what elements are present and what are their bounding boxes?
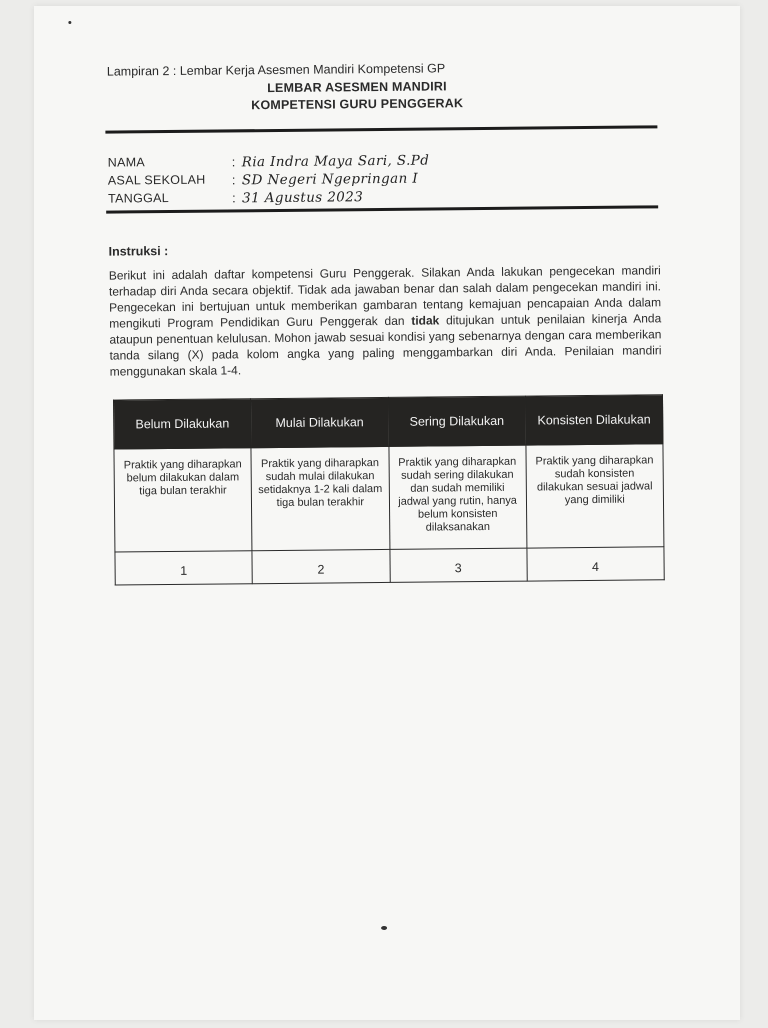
nama-label: NAMA (107, 155, 146, 170)
value-4: 4 (527, 547, 665, 581)
instruction-heading: Instruksi : (108, 244, 169, 259)
header-konsisten: Konsisten Dilakukan (525, 395, 663, 445)
description-mulai: Praktik yang diharapkan sudah mulai dilakukan setidaknya 1-2 kali dalam tiga bulan terakhir (251, 446, 389, 550)
page-title: LEMBAR ASESMEN MANDIRI (267, 79, 447, 96)
value-2: 2 (252, 549, 390, 583)
divider-top (105, 125, 657, 133)
nama-colon: : (231, 154, 236, 170)
scale-header-row (113, 395, 662, 449)
scale-description-row (114, 444, 664, 552)
tanggal-label: TANGGAL (107, 191, 170, 206)
page-subtitle: KOMPETENSI GURU PENGGERAK (251, 96, 464, 113)
sekolah-label: ASAL SEKOLAH (107, 172, 206, 188)
nama-value: Ria Indra Maya Sari, S.Pd (241, 152, 430, 171)
value-3: 3 (389, 548, 527, 582)
header-belum: Belum Dilakukan (113, 399, 251, 449)
header-sering: Sering Dilakukan (388, 396, 526, 446)
scan-speck (381, 926, 387, 930)
tanggal-colon: : (231, 190, 236, 206)
instruction-part1: Berikut ini adalah daftar kompetensi Guru Penggerak. Silakan Anda lakukan pengecekan mandiri terhadap diri Anda secara objektif. Tidak ada jawaban benar dan salah dalam pengecekan mandiri ini. Pengecekan ini bertujuan untuk memberikan gambaran tentang kemajuan pencapaian Anda dalam mengikuti Program Pendidikan Guru Penggerak dan (108, 263, 662, 331)
sekolah-colon: : (231, 172, 236, 188)
header-mulai: Mulai Dilakukan (251, 397, 389, 447)
scan-speck (68, 21, 71, 24)
scale-value-row (115, 547, 664, 585)
sekolah-value: SD Negeri Ngepringan I (241, 170, 419, 189)
divider-bottom (106, 205, 658, 213)
appendix-caption: Lampiran 2 : Lembar Kerja Asesmen Mandiri Kompetensi GP (106, 61, 446, 79)
instruction-emphasis: tidak (411, 313, 440, 328)
description-sering: Praktik yang diharapkan sudah sering dilakukan dan sudah memiliki jadwal yang rutin, hanya belum konsisten dilaksanakan (388, 445, 526, 549)
instruction-part2: ditujukan untuk penilaian kinerja Anda ataupun penentuan kelulusan. Mohon jawab sesuai kondisi yang sebenarnya dengan cara memberikan tanda silang (X) pada kolom angka yang paling menggambarkan diri Anda. Penilaian mandiri menggunakan skala 1-4. (109, 311, 662, 379)
rating-scale-table (113, 394, 665, 585)
tanggal-value: 31 Agustus 2023 (241, 189, 364, 207)
description-konsisten: Praktik yang diharapkan sudah konsisten dilakukan sesuai jadwal yang dimiliki (526, 444, 664, 548)
instruction-text (109, 262, 662, 379)
description-belum: Praktik yang diharapkan belum dilakukan dalam tiga bulan terakhir (114, 448, 252, 552)
value-1: 1 (115, 551, 253, 585)
